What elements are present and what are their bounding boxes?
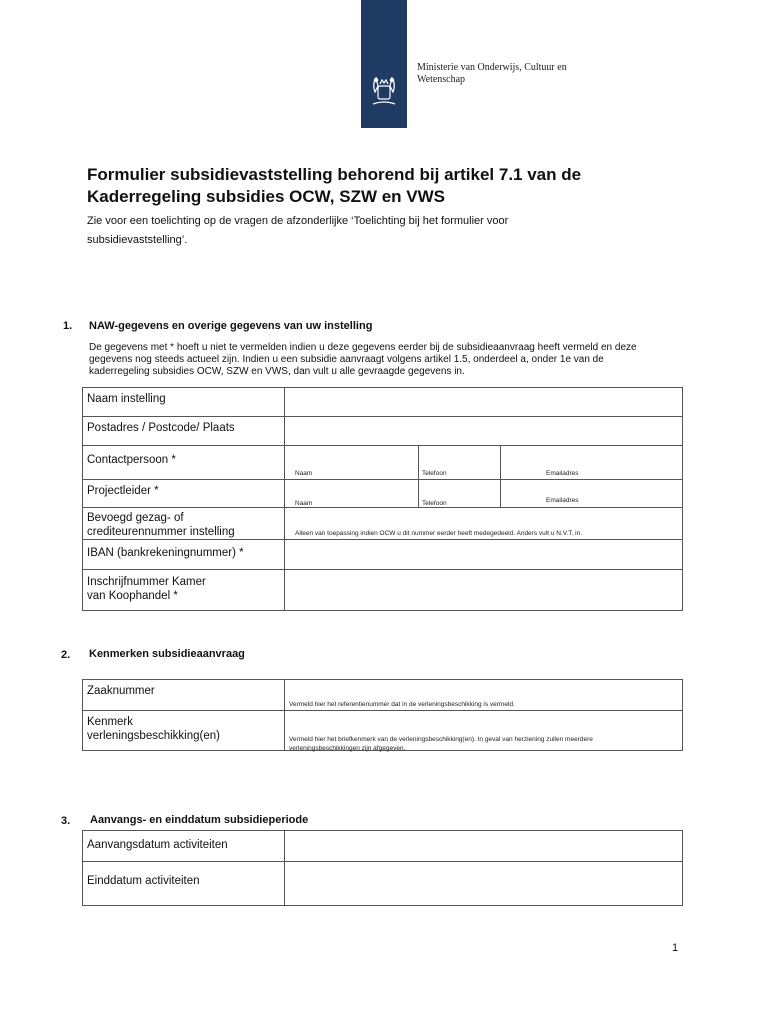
divider: [418, 446, 419, 479]
title-line-2: Kaderregeling subsidies OCW, SZW en VWS: [87, 187, 446, 206]
section-1-text: [89, 342, 739, 378]
zaaknummer-field[interactable]: [285, 680, 683, 711]
section-2-table: [82, 679, 683, 751]
section-2-number: 2.: [61, 649, 71, 661]
section-2-title: Kenmerken subsidieaanvraag: [89, 648, 245, 660]
projectleider-field[interactable]: [285, 480, 683, 508]
coat-of-arms-icon: [361, 0, 407, 128]
divider: [418, 480, 419, 507]
table-row: [83, 831, 683, 862]
table-row: [83, 680, 683, 711]
table-row: [83, 388, 683, 417]
bevoegd-gezag-label-line-1: Bevoegd gezag- of: [87, 512, 184, 524]
kvk-label-line-2: van Koophandel *: [87, 590, 178, 602]
section-1-table: [82, 387, 683, 611]
page-title: [87, 164, 687, 208]
page-number: 1: [672, 942, 679, 954]
zaaknummer-hint: Vermeld hier het referentienummer dat in de verleningsbeschikking is vermeld.: [289, 701, 515, 708]
naam-instelling-field[interactable]: [285, 388, 683, 417]
section-3-table: [82, 830, 683, 906]
kenmerk-field[interactable]: [285, 711, 683, 751]
kvk-label-line-1: Inschrijfnummer Kamer: [87, 576, 206, 588]
bevoegd-gezag-field[interactable]: [285, 508, 683, 540]
kenmerk-label: [83, 711, 285, 751]
ministry-name: [417, 62, 567, 86]
kenmerk-label-line-2: verleningsbeschikking(en): [87, 730, 220, 742]
intro-line-2: subsidievaststelling’.: [87, 234, 188, 246]
table-row: [83, 508, 683, 540]
kenmerk-label-line-1: Kenmerk: [87, 716, 134, 728]
einddatum-label: Einddatum activiteiten: [83, 862, 285, 906]
intro-text: [87, 212, 647, 250]
naam-instelling-label: Naam instelling: [83, 388, 285, 417]
iban-label: IBAN (bankrekeningnummer) *: [83, 540, 285, 570]
section-1-text-line-2: gegevens nog steeds actueel zijn. Indien u een subsidie aanvraagt volgens artikel 1.5, onderdeel a, onder 1e van de: [89, 354, 604, 365]
section-1-text-line-1: De gegevens met * hoeft u niet te vermelden indien u deze gegevens eerder bij de subsidieaanvraag heeft vermeld en deze: [89, 342, 637, 353]
iban-field[interactable]: [285, 540, 683, 570]
contact-email-hint: Emailadres: [546, 470, 579, 477]
table-row: [83, 417, 683, 446]
einddatum-field[interactable]: [285, 862, 683, 906]
section-1-title: NAW-gegevens en overige gegevens van uw instelling: [89, 320, 373, 332]
contactpersoon-field[interactable]: [285, 446, 683, 480]
projectleider-label: Projectleider *: [83, 480, 285, 508]
ministry-line-1: Ministerie van Onderwijs, Cultuur en: [417, 62, 567, 73]
section-3-number: 3.: [61, 815, 71, 827]
section-1-number: 1.: [63, 320, 73, 332]
contact-naam-hint: Naam: [295, 470, 313, 477]
kenmerk-hint-line-2: verleningsbeschikkingen zijn afgegeven.: [289, 745, 406, 752]
logo-bar: [361, 0, 407, 128]
bevoegd-gezag-label-line-2: crediteurennummer instelling: [87, 526, 235, 538]
kenmerk-hint-line-1: Vermeld hier het briefkenmerk van de verleningsbeschikking(en). In geval van herziening zullen meerdere: [289, 736, 593, 743]
bevoegd-gezag-hint: Alleen van toepassing indien OCW u dit nummer eerder heeft medegedeeld. Anders vult u N.V.T. in.: [295, 530, 583, 537]
project-naam-hint: Naam: [295, 500, 313, 507]
table-row: [83, 862, 683, 906]
aanvangsdatum-label: Aanvangsdatum activiteiten: [83, 831, 285, 862]
contactpersoon-label: Contactpersoon *: [83, 446, 285, 480]
intro-line-1: Zie voor een toelichting op de vragen de afzonderlijke ‘Toelichting bij het formulier voor: [87, 215, 509, 227]
kvk-field[interactable]: [285, 570, 683, 611]
title-line-1: Formulier subsidievaststelling behorend bij artikel 7.1 van de: [87, 165, 582, 184]
table-row: [83, 711, 683, 751]
divider: [500, 446, 501, 479]
kenmerk-hint: [289, 735, 593, 753]
table-row: [83, 570, 683, 611]
ministry-line-2: Wetenschap: [417, 74, 466, 85]
contactpersoon-subgrid: [285, 446, 682, 479]
section-1-text-line-3: kaderregeling subsidies OCW, SZW en VWS, dan vult u alle gevraagde gegevens in.: [89, 366, 465, 377]
project-email-hint: Emailadres: [546, 497, 579, 504]
divider: [500, 480, 501, 507]
projectleider-subgrid: [285, 480, 682, 507]
table-row: [83, 446, 683, 480]
bevoegd-gezag-label: [83, 508, 285, 540]
table-row: [83, 480, 683, 508]
postadres-field[interactable]: [285, 417, 683, 446]
aanvangsdatum-field[interactable]: [285, 831, 683, 862]
postadres-label: Postadres / Postcode/ Plaats: [83, 417, 285, 446]
contact-telefoon-hint: Telefoon: [422, 470, 447, 477]
zaaknummer-label: Zaaknummer: [83, 680, 285, 711]
section-3-title: Aanvangs- en einddatum subsidieperiode: [90, 814, 309, 826]
kvk-label: [83, 570, 285, 611]
table-row: [83, 540, 683, 570]
project-telefoon-hint: Telefoon: [422, 500, 447, 507]
